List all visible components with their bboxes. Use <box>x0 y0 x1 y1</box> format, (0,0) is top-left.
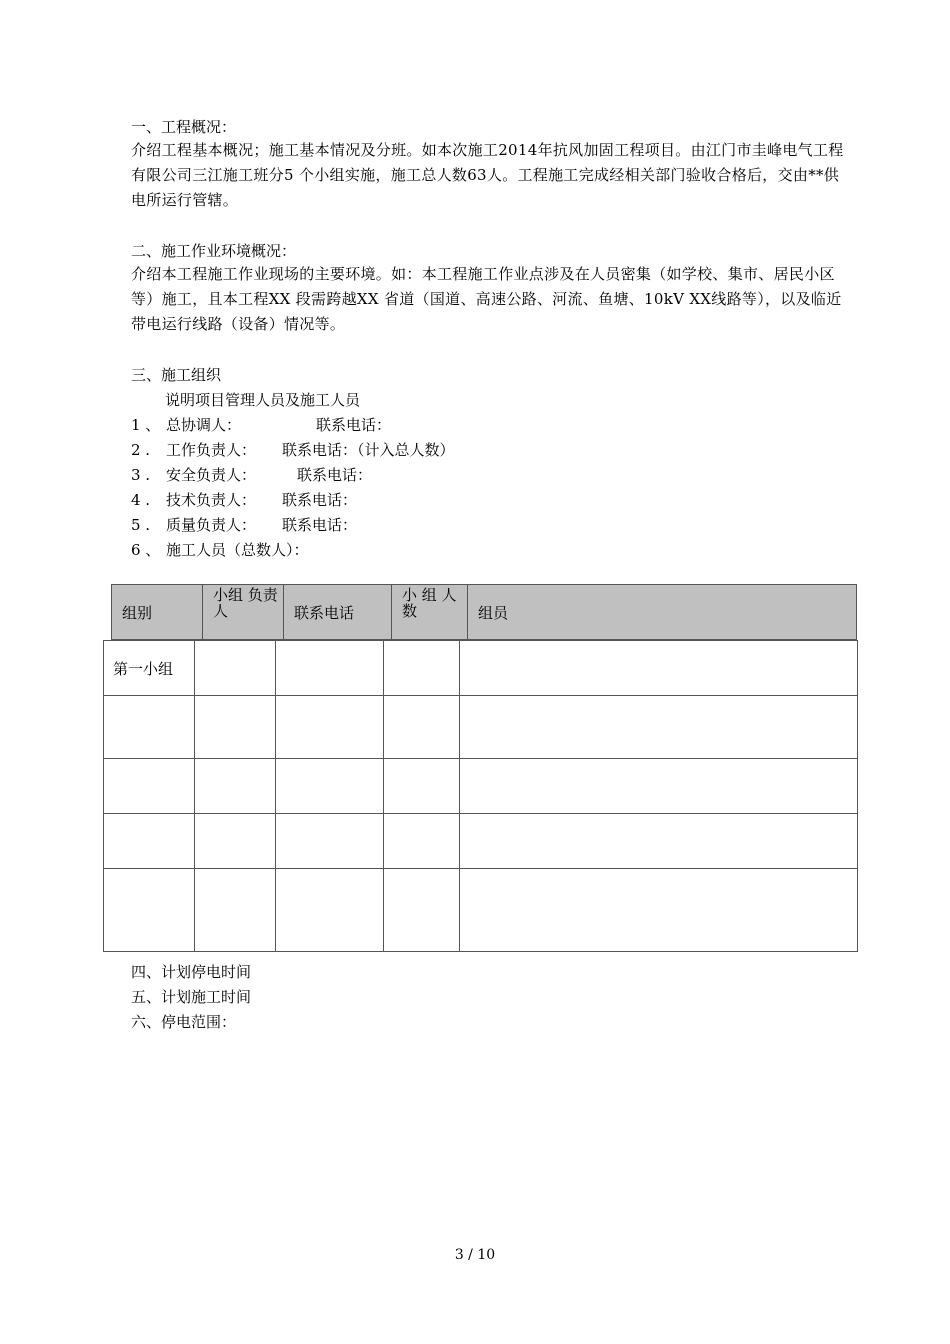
section5-title: 五、计划施工时间 <box>131 988 252 1006</box>
page-number: 3 / 10 <box>454 1247 496 1263</box>
staff-item-3 <box>131 466 372 484</box>
table-cell <box>195 759 276 814</box>
table-cell <box>460 869 858 952</box>
table-cell <box>104 696 195 759</box>
table-row <box>104 759 858 814</box>
item-phone: 联系电话： <box>282 491 358 509</box>
table-cell <box>195 641 276 696</box>
item-phone: 联系电话： <box>316 416 392 434</box>
item-role: 工作负责人： <box>166 441 257 459</box>
table-row <box>104 696 858 759</box>
section3-title: 三、施工组织 <box>131 366 222 384</box>
table-cell <box>276 759 384 814</box>
header-members: 组员 <box>478 603 509 622</box>
section2-body: 介绍本工程施工作业现场的主要环境。如：本工程施工作业点涉及在人员密集（如学校、集市、居民小区等）施工，且本工程XX 段需跨越XX 省道（国道、高速公路、河流、鱼塘、10kV XX线路等），以及临近带电运行线路（设备）情况等。 <box>131 265 842 333</box>
header-phone: 联系电话 <box>284 585 392 639</box>
item-number: 6 、 <box>131 541 161 559</box>
header-count: 小 组 人数 <box>392 585 468 639</box>
table-cell <box>460 641 858 696</box>
header-group: 组别 <box>112 585 203 639</box>
section1-body: 介绍工程基本概况；施工基本情况及分班。如本次施工2014年抗风加固工程项目。由江门市圭峰电气工程有限公司三江施工班分5 个小组实施，施工总人数63人。工程施工完成经相关部门验收合格后，交由**供电所运行管辖。 <box>131 141 844 209</box>
team-table <box>103 640 858 952</box>
item-phone: 联系电话： <box>297 466 373 484</box>
section3-intro: 说明项目管理人员及施工人员 <box>165 391 361 409</box>
table-cell <box>104 759 195 814</box>
item-number: 2 . <box>131 441 151 459</box>
header-leader: 小组 负责人 <box>203 585 284 639</box>
item-role: 总协调人： <box>166 416 242 434</box>
item-role: 质量负责人： <box>166 516 257 534</box>
table-cell <box>460 759 858 814</box>
item-number: 3 . <box>131 466 151 484</box>
item-role: 安全负责人： <box>166 466 257 484</box>
table-cell <box>384 696 460 759</box>
table-cell <box>195 696 276 759</box>
item-note: （计入总人数） <box>357 441 455 459</box>
item-phone: 联系电话： <box>282 441 358 459</box>
table-cell <box>104 814 195 869</box>
item-phone: 联系电话： <box>282 516 358 534</box>
table-cell <box>460 814 858 869</box>
item-role: 技术负责人： <box>166 491 257 509</box>
table-cell <box>384 759 460 814</box>
table-cell <box>276 641 384 696</box>
staff-item-4 <box>131 491 357 509</box>
section4-title: 四、计划停电时间 <box>131 963 252 981</box>
table-row <box>104 814 858 869</box>
table-cell <box>195 869 276 952</box>
table-cell <box>276 869 384 952</box>
table-cell: 第一小组 <box>104 641 195 696</box>
item-role: 施工人员（总数人）： <box>166 541 309 559</box>
staff-item-2 <box>131 441 455 459</box>
table-cell <box>384 869 460 952</box>
table-cell <box>104 869 195 952</box>
table-row <box>104 869 858 952</box>
staff-item-5 <box>131 516 357 534</box>
table-cell <box>276 696 384 759</box>
staff-item-6 <box>131 541 309 559</box>
table-cell <box>384 641 460 696</box>
table-header <box>111 584 857 640</box>
table-cell <box>384 814 460 869</box>
table-cell <box>276 814 384 869</box>
table-cell <box>195 814 276 869</box>
item-number: 4 . <box>131 491 151 509</box>
section2-title: 二、施工作业环境概况： <box>131 242 297 260</box>
section1-title: 一、工程概况： <box>131 118 237 136</box>
table-row <box>104 641 858 696</box>
item-number: 1 、 <box>131 416 161 434</box>
item-number: 5 . <box>131 516 151 534</box>
section6-title: 六、停电范围： <box>131 1013 237 1031</box>
staff-item-1 <box>131 416 391 434</box>
table-cell <box>460 696 858 759</box>
